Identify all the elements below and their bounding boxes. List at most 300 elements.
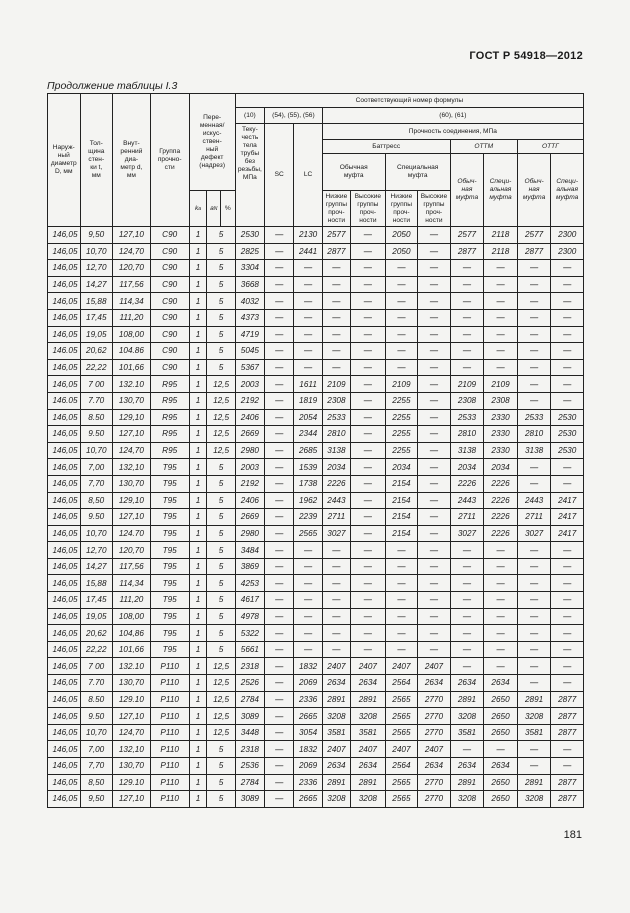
table-cell: — — [484, 276, 518, 293]
table-cell: 127,10 — [113, 791, 151, 808]
table-cell: 3027 — [322, 525, 350, 542]
table-cell: — — [351, 492, 386, 509]
table-cell: 5 — [207, 509, 235, 526]
table-cell: 2877 — [551, 791, 584, 808]
table-cell: — — [351, 343, 386, 360]
table-cell: 1 — [189, 675, 207, 692]
table-cell: 5 — [207, 459, 235, 476]
table-cell: 2634 — [418, 758, 451, 775]
data-table — [47, 93, 584, 808]
table-cell: — — [351, 592, 386, 609]
table-cell: 10,70 — [80, 525, 113, 542]
table-cell: 3208 — [517, 791, 551, 808]
table-cell: — — [351, 376, 386, 393]
table-cell: 1819 — [294, 392, 322, 409]
table-cell: — — [517, 575, 551, 592]
table-cell: 2877 — [551, 691, 584, 708]
table-cell: — — [418, 309, 451, 326]
table-cell: 1 — [189, 658, 207, 675]
table-cell: 4253 — [235, 575, 264, 592]
table-cell: 2406 — [235, 492, 264, 509]
table-cell: 146,05 — [48, 227, 81, 244]
table-cell: 1 — [189, 343, 207, 360]
table-cell: — — [517, 542, 551, 559]
table-cell: — — [450, 592, 484, 609]
table-cell: 132,10 — [113, 459, 151, 476]
table-cell: — — [294, 326, 322, 343]
table-cell: 2536 — [235, 758, 264, 775]
table-cell: 2118 — [484, 227, 518, 244]
table-cell: 2050 — [385, 243, 418, 260]
col-k: ka — [189, 191, 207, 227]
table-cell: — — [517, 260, 551, 277]
table-cell: — — [385, 575, 418, 592]
table-cell: 1 — [189, 459, 207, 476]
table-cell: 2226 — [484, 475, 518, 492]
table-cell: — — [418, 459, 451, 476]
table-cell: 2530 — [551, 426, 584, 443]
table-cell: 129,10 — [113, 492, 151, 509]
table-cell: 2407 — [322, 658, 350, 675]
buttress-special-low: Низкие группы проч- ности — [385, 191, 418, 227]
table-cell: — — [517, 475, 551, 492]
table-cell: 2050 — [385, 227, 418, 244]
table-cell: 1 — [189, 359, 207, 376]
table-cell: — — [517, 558, 551, 575]
table-cell: 2650 — [484, 774, 518, 791]
table-cell: 5 — [207, 608, 235, 625]
col-defect: Пере- менная/ искус- ствен- ный дефект (надрез) — [189, 94, 235, 191]
table-cell: 3089 — [235, 791, 264, 808]
table-cell: 101,66 — [113, 359, 151, 376]
col-percent: % — [221, 191, 236, 227]
table-cell: 2711 — [450, 509, 484, 526]
table-cell: 10,70 — [80, 442, 113, 459]
table-cell: 111,20 — [113, 309, 151, 326]
table-cell: 2980 — [235, 442, 264, 459]
table-cell: — — [450, 260, 484, 277]
table-cell: — — [322, 592, 350, 609]
table-cell: 20,62 — [80, 625, 113, 642]
table-row — [48, 343, 584, 360]
table-cell: T95 — [150, 509, 189, 526]
table-cell: 129.10 — [113, 774, 151, 791]
table-cell: — — [265, 608, 294, 625]
table-row — [48, 575, 584, 592]
table-cell: — — [418, 575, 451, 592]
table-row — [48, 426, 584, 443]
table-cell: 17,45 — [80, 592, 113, 609]
table-cell: 5 — [207, 558, 235, 575]
table-cell: T95 — [150, 592, 189, 609]
table-row — [48, 309, 584, 326]
table-row — [48, 525, 584, 542]
table-cell: 146,05 — [48, 475, 81, 492]
table-cell: — — [418, 442, 451, 459]
table-cell: 2565 — [294, 525, 322, 542]
formula-60-61: (60), (61) — [322, 108, 583, 124]
table-cell: — — [484, 343, 518, 360]
table-cell: 2685 — [294, 442, 322, 459]
table-cell: 2443 — [450, 492, 484, 509]
table-cell: — — [265, 426, 294, 443]
table-cell: 2634 — [484, 758, 518, 775]
table-cell: — — [450, 625, 484, 642]
table-cell: 2318 — [235, 658, 264, 675]
table-cell: 2407 — [418, 741, 451, 758]
table-cell: C90 — [150, 276, 189, 293]
table-cell: 5 — [207, 525, 235, 542]
table-cell: 5045 — [235, 343, 264, 360]
table-cell: — — [450, 359, 484, 376]
table-cell: 3054 — [294, 724, 322, 741]
table-cell: 146,05 — [48, 708, 81, 725]
table-cell: 1 — [189, 592, 207, 609]
table-cell: 12,5 — [207, 392, 235, 409]
table-cell: 132.10 — [113, 376, 151, 393]
table-cell: — — [551, 608, 584, 625]
table-cell: 2308 — [322, 392, 350, 409]
table-cell: 2417 — [551, 509, 584, 526]
table-cell: — — [351, 542, 386, 559]
table-cell: 5 — [207, 575, 235, 592]
table-cell: — — [551, 475, 584, 492]
table-cell: R95 — [150, 392, 189, 409]
table-row — [48, 774, 584, 791]
table-cell: 1 — [189, 293, 207, 310]
buttress-special: Специальная муфта — [385, 154, 450, 191]
table-cell: T95 — [150, 542, 189, 559]
table-cell: 2034 — [322, 459, 350, 476]
table-cell: 2054 — [294, 409, 322, 426]
table-cell: 1 — [189, 392, 207, 409]
table-cell: 146,05 — [48, 309, 81, 326]
table-cell: 1 — [189, 243, 207, 260]
table-cell: — — [450, 658, 484, 675]
table-cell: — — [265, 442, 294, 459]
table-cell: — — [351, 459, 386, 476]
col-lc: LC — [294, 124, 322, 227]
table-cell: 2226 — [322, 475, 350, 492]
table-cell: 2634 — [351, 758, 386, 775]
table-cell: — — [351, 426, 386, 443]
table-cell: — — [551, 459, 584, 476]
table-cell: 2877 — [551, 724, 584, 741]
table-cell: 3208 — [450, 708, 484, 725]
table-cell: — — [385, 276, 418, 293]
table-cell: — — [484, 326, 518, 343]
table-cell: 2118 — [484, 243, 518, 260]
table-cell: 2069 — [294, 675, 322, 692]
table-cell: 2109 — [450, 376, 484, 393]
table-cell: C90 — [150, 260, 189, 277]
table-cell: 2407 — [385, 658, 418, 675]
table-cell: — — [294, 260, 322, 277]
table-cell: — — [551, 293, 584, 310]
table-cell: — — [351, 227, 386, 244]
table-cell: 2634 — [450, 758, 484, 775]
table-cell: 9.50 — [80, 708, 113, 725]
table-cell: 2443 — [322, 492, 350, 509]
table-cell: — — [322, 260, 350, 277]
table-row — [48, 326, 584, 343]
table-cell: — — [551, 558, 584, 575]
table-cell: 2034 — [450, 459, 484, 476]
table-cell: 104,86 — [113, 625, 151, 642]
table-cell: — — [265, 475, 294, 492]
table-cell: 2784 — [235, 774, 264, 791]
table-cell: — — [351, 509, 386, 526]
table-cell: 5661 — [235, 641, 264, 658]
table-cell: — — [265, 343, 294, 360]
table-cell: R95 — [150, 426, 189, 443]
table-cell: 7 00 — [80, 658, 113, 675]
table-cell: — — [517, 343, 551, 360]
table-cell: 1 — [189, 276, 207, 293]
table-row — [48, 724, 584, 741]
table-cell: 5 — [207, 227, 235, 244]
table-cell: — — [385, 326, 418, 343]
table-cell: 2877 — [517, 243, 551, 260]
table-cell: 146,05 — [48, 359, 81, 376]
table-cell: 146,05 — [48, 509, 81, 526]
table-cell: 146,05 — [48, 260, 81, 277]
table-cell: — — [517, 376, 551, 393]
table-cell: 120,70 — [113, 260, 151, 277]
table-cell: 2300 — [551, 227, 584, 244]
table-cell: 2891 — [450, 691, 484, 708]
col-outer-diameter: Наруж- ный диаметр D, мм — [48, 94, 81, 227]
table-row — [48, 376, 584, 393]
table-cell: 2810 — [517, 426, 551, 443]
table-row — [48, 459, 584, 476]
table-cell: 146,05 — [48, 376, 81, 393]
table-cell: 2634 — [351, 675, 386, 692]
table-cell: 5 — [207, 293, 235, 310]
table-cell: — — [418, 625, 451, 642]
col-yield: Теку- честь тела трубы без резьбы, МПа — [235, 124, 264, 227]
table-cell: — — [265, 658, 294, 675]
table-cell: — — [450, 343, 484, 360]
table-cell: — — [351, 558, 386, 575]
table-cell: — — [484, 641, 518, 658]
table-row — [48, 758, 584, 775]
table-cell: 2255 — [385, 426, 418, 443]
table-row — [48, 276, 584, 293]
table-cell: 3208 — [322, 791, 350, 808]
table-cell: 2770 — [418, 774, 451, 791]
table-row — [48, 243, 584, 260]
table-cell: 3089 — [235, 708, 264, 725]
table-cell: 146,05 — [48, 442, 81, 459]
table-cell: 12,5 — [207, 708, 235, 725]
table-cell: — — [351, 475, 386, 492]
table-cell: — — [265, 509, 294, 526]
table-cell: — — [385, 641, 418, 658]
table-cell: — — [551, 276, 584, 293]
table-row — [48, 392, 584, 409]
table-cell: — — [551, 260, 584, 277]
table-cell: C90 — [150, 227, 189, 244]
table-cell: — — [450, 293, 484, 310]
table-cell: 2891 — [322, 691, 350, 708]
table-cell: 1 — [189, 774, 207, 791]
table-cell: — — [450, 326, 484, 343]
table-cell: — — [418, 343, 451, 360]
table-cell: — — [450, 641, 484, 658]
table-cell: — — [294, 309, 322, 326]
table-cell: — — [517, 675, 551, 692]
table-cell: 3581 — [450, 724, 484, 741]
table-row — [48, 625, 584, 642]
table-cell: 146,05 — [48, 741, 81, 758]
table-cell: 3304 — [235, 260, 264, 277]
table-cell: 7.70 — [80, 675, 113, 692]
table-cell: 2226 — [450, 475, 484, 492]
table-cell: 8.50 — [80, 691, 113, 708]
buttress-special-high: Высокие группы проч- ности — [418, 191, 451, 227]
table-cell: 1 — [189, 376, 207, 393]
ottg-special: Специ- альная муфта — [551, 154, 584, 227]
table-cell: 3138 — [450, 442, 484, 459]
table-cell: R95 — [150, 376, 189, 393]
table-cell: C90 — [150, 309, 189, 326]
table-cell: — — [265, 376, 294, 393]
table-cell: — — [484, 625, 518, 642]
table-cell: 2634 — [484, 675, 518, 692]
table-cell: — — [294, 592, 322, 609]
table-cell: — — [484, 741, 518, 758]
table-cell: 4617 — [235, 592, 264, 609]
table-cell: — — [265, 309, 294, 326]
table-cell: — — [351, 525, 386, 542]
table-cell: 2650 — [484, 708, 518, 725]
table-cell: 2526 — [235, 675, 264, 692]
table-cell: — — [265, 641, 294, 658]
table-cell: 2891 — [450, 774, 484, 791]
table-cell: — — [351, 442, 386, 459]
table-cell: 8.50 — [80, 409, 113, 426]
table-cell: 2564 — [385, 675, 418, 692]
table-cell: — — [385, 542, 418, 559]
table-cell: 7,70 — [80, 758, 113, 775]
table-cell: — — [418, 492, 451, 509]
table-cell: 1 — [189, 641, 207, 658]
table-cell: 2300 — [551, 243, 584, 260]
table-cell: — — [322, 575, 350, 592]
table-cell: — — [551, 376, 584, 393]
table-cell: 146,05 — [48, 724, 81, 741]
table-cell: 22,22 — [80, 641, 113, 658]
table-cell: 3208 — [450, 791, 484, 808]
table-cell: — — [265, 459, 294, 476]
table-cell: 2330 — [484, 426, 518, 443]
table-cell: 2650 — [484, 791, 518, 808]
table-cell: 2109 — [322, 376, 350, 393]
table-row — [48, 475, 584, 492]
table-row — [48, 658, 584, 675]
table-cell: 3869 — [235, 558, 264, 575]
table-cell: — — [551, 592, 584, 609]
table-cell: — — [351, 293, 386, 310]
table-cell: 7,00 — [80, 459, 113, 476]
table-cell: 1 — [189, 309, 207, 326]
table-row — [48, 359, 584, 376]
table-cell: 19,05 — [80, 326, 113, 343]
table-cell: — — [517, 276, 551, 293]
buttress-regular: Обычная муфта — [322, 154, 385, 191]
table-cell: — — [265, 227, 294, 244]
table-cell: — — [551, 542, 584, 559]
table-cell: 5 — [207, 492, 235, 509]
table-cell: 3581 — [517, 724, 551, 741]
table-cell: — — [418, 608, 451, 625]
table-cell: 12,5 — [207, 409, 235, 426]
table-cell: 146,05 — [48, 592, 81, 609]
col-grade: Группа прочно- сти — [150, 94, 189, 227]
table-cell: — — [517, 309, 551, 326]
table-cell: 2877 — [450, 243, 484, 260]
table-cell: — — [551, 658, 584, 675]
table-cell: 5322 — [235, 625, 264, 642]
table-cell: — — [294, 625, 322, 642]
table-cell: 2980 — [235, 525, 264, 542]
table-cell: 2565 — [385, 791, 418, 808]
table-cell: 4373 — [235, 309, 264, 326]
table-cell: — — [294, 575, 322, 592]
table-row — [48, 227, 584, 244]
table-cell: — — [484, 592, 518, 609]
table-cell: 130,70 — [113, 392, 151, 409]
table-cell: — — [517, 758, 551, 775]
table-cell: — — [265, 276, 294, 293]
table-cell: 1 — [189, 724, 207, 741]
table-cell: 1 — [189, 558, 207, 575]
table-row — [48, 675, 584, 692]
table-cell: 1 — [189, 575, 207, 592]
table-cell: 5 — [207, 741, 235, 758]
table-cell: 1962 — [294, 492, 322, 509]
table-row — [48, 791, 584, 808]
formula-header: Соответствующий номер формулы — [235, 94, 583, 108]
table-cell: 12,5 — [207, 724, 235, 741]
table-cell: 2406 — [235, 409, 264, 426]
table-cell: 1 — [189, 691, 207, 708]
table-cell: C90 — [150, 326, 189, 343]
table-cell: 146,05 — [48, 326, 81, 343]
table-cell: 12,5 — [207, 426, 235, 443]
table-cell: 2565 — [385, 724, 418, 741]
table-cell: 2877 — [322, 243, 350, 260]
table-row — [48, 542, 584, 559]
table-row — [48, 741, 584, 758]
table-cell: 146,05 — [48, 774, 81, 791]
table-row — [48, 558, 584, 575]
table-cell: — — [551, 359, 584, 376]
table-cell: 2669 — [235, 509, 264, 526]
table-cell: — — [294, 293, 322, 310]
table-cell: 129.10 — [113, 691, 151, 708]
col-wall-thickness: Тол- щина стен- ки t, мм — [80, 94, 113, 227]
table-cell: 2344 — [294, 426, 322, 443]
table-cell: 146,05 — [48, 675, 81, 692]
table-cell: 130,70 — [113, 675, 151, 692]
table-cell: 2891 — [517, 691, 551, 708]
table-cell: — — [517, 459, 551, 476]
table-row — [48, 641, 584, 658]
table-cell: 2533 — [322, 409, 350, 426]
table-cell: — — [322, 276, 350, 293]
